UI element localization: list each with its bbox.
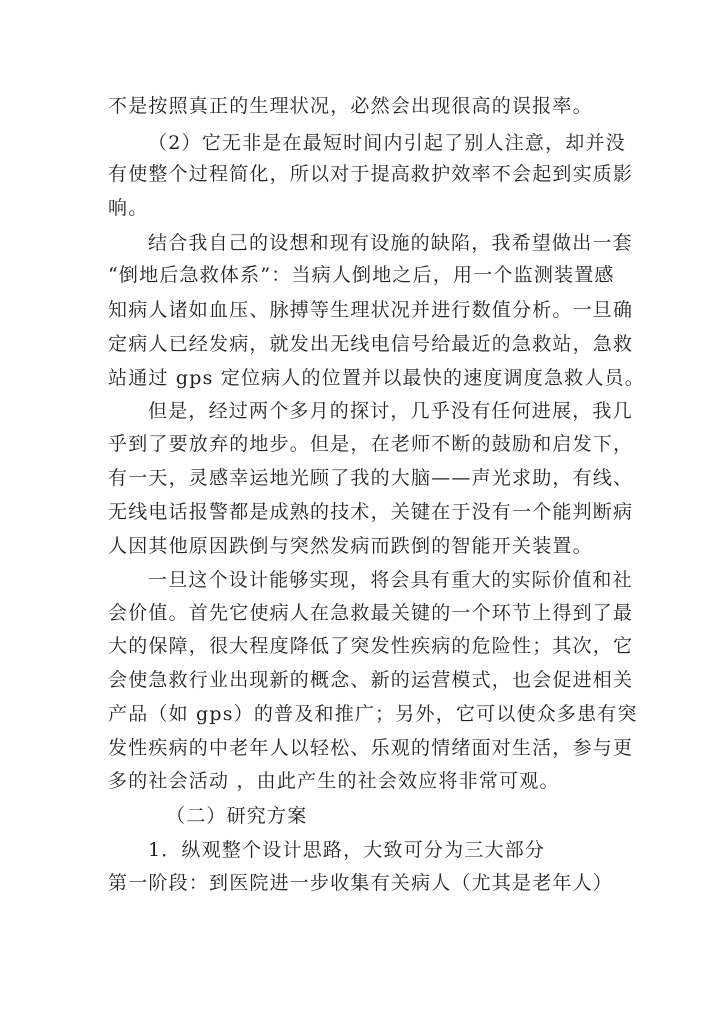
text-line: 但是，经过两个多月的探讨，几乎没有任何进展，我几	[148, 400, 633, 422]
text-line: 有使整个过程简化，所以对于提高救护效率不会起到实质影	[108, 163, 634, 185]
text-line: 会使急救行业出现新的概念、新的运营模式，也会促进相关	[108, 669, 634, 691]
text-line: 一旦这个设计能够实现，将会具有重大的实际价值和社	[148, 569, 633, 591]
text-line: 无线电话报警都是成熟的技术，关键在于没有一个能判断病	[108, 501, 634, 523]
text-line: 大的保障，很大程度降低了突发性疾病的危险性；其次，它	[108, 635, 634, 657]
text-line: 乎到了要放弃的地步。但是，在老师不断的鼓励和启发下，	[108, 433, 634, 455]
text-line: 第一阶段：到医院进一步收集有关病人（尤其是老年人）	[108, 872, 614, 894]
text-line: 定病人已经发病，就发出无线电信号给最近的急救站，急救	[108, 333, 634, 355]
text-line: “倒地后急救体系”：当病人倒地之后，用一个监测装置感	[108, 264, 615, 286]
text-line: 知病人诸如血压、脉搏等生理状况并进行数值分析。一旦确	[108, 299, 634, 321]
section-heading: （二）研究方案	[166, 805, 308, 827]
text-line: （2）它无非是在最短时间内引起了别人注意，却并没	[148, 132, 626, 154]
text-line: 响。	[108, 197, 149, 219]
text-line: 发性疾病的中老年人以轻松、乐观的情绪面对生活，参与更	[108, 737, 634, 759]
text-line: 站通过 gps 定位病人的位置并以最快的速度调度急救人员。	[108, 367, 645, 389]
text-line: 人因其他原因跌倒与突然发病而跌倒的智能开关装置。	[108, 535, 593, 557]
text-line: 会价值。首先它使病人在急救最关键的一个环节上得到了最	[108, 602, 634, 624]
text-line: 有一天，灵感幸运地光顾了我的大脑——声光求助，有线、	[108, 467, 634, 489]
text-line: 多的社会活动 ，由此产生的社会效应将非常可观。	[108, 770, 560, 792]
text-line: 结合我自己的设想和现有设施的缺陷，我希望做出一套	[148, 232, 633, 254]
list-item: 1．纵观整个设计思路，大致可分为三大部分	[148, 839, 546, 861]
text-line: 产品（如 gps）的普及和推广；另外，它可以使众多患有突	[108, 703, 638, 725]
text-line: 不是按照真正的生理状况，必然会出现很高的误报率。	[108, 95, 593, 117]
